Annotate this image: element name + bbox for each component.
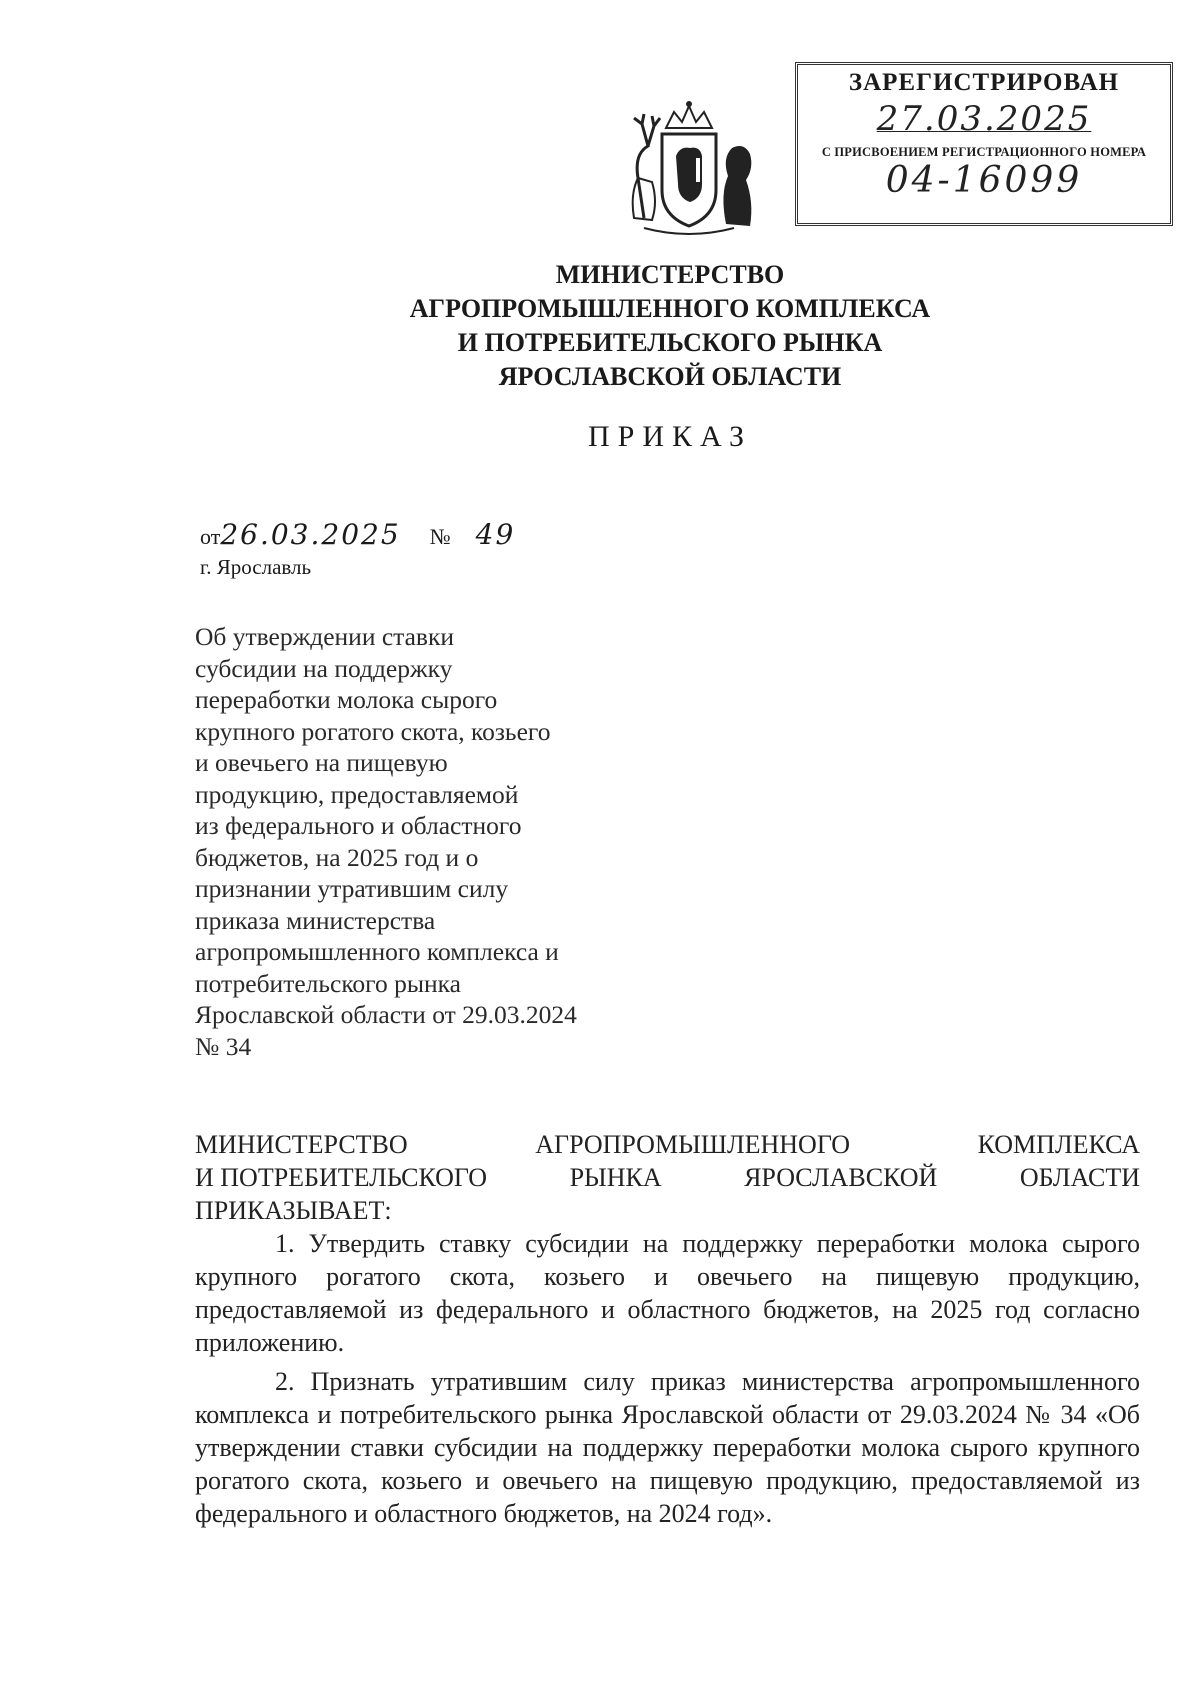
preamble-order-word: ПРИКАЗЫВАЕТ: — [195, 1196, 392, 1225]
preamble-word: РЫНКА — [569, 1163, 662, 1192]
preamble-word: АГРОПРОМЫШЛЕННОГО — [535, 1130, 850, 1159]
preamble-word: ОБЛАСТИ — [1019, 1163, 1140, 1192]
preamble-line — [195, 1128, 1140, 1161]
paragraph-1: 1. Утвердить ставку субсидии на поддержку переработки молока сырого крупного рогатого скота, козьего и овечьего на пищевую продукцию, предоставляемой из федерального и областного бюджетов, на 2025 год согласно приложению. — [195, 1229, 1140, 1357]
order-date-line — [200, 518, 515, 551]
stamp-subtitle: С ПРИСВОЕНИЕМ РЕГИСТРАЦИОННОГО НОМЕРА — [821, 145, 1147, 159]
preamble-word: МИНИСТЕРСТВО — [195, 1130, 408, 1159]
order-number: 49 — [475, 518, 516, 551]
subject-line: Ярославской области от 29.03.2024 — [195, 1000, 577, 1029]
ministry-line: ЯРОСЛАВСКОЙ ОБЛАСТИ — [498, 362, 842, 391]
subject-line: признании утратившим силу — [195, 874, 509, 903]
stamp-title: ЗАРЕГИСТРИРОВАН — [848, 69, 1120, 96]
stamp-number: 04-16099 — [885, 160, 1083, 201]
order-body — [195, 1128, 1140, 1530]
subject-line: из федерального и областного — [195, 811, 522, 840]
subject-line: продукцию, предоставляемой — [195, 779, 519, 809]
preamble-word: КОМПЛЕКСА — [977, 1130, 1140, 1159]
registration-stamp — [795, 62, 1173, 226]
number-prefix: № — [429, 524, 451, 549]
subject-line: и овечьего на пищевую — [195, 748, 448, 777]
subject-line: переработки молока сырого — [195, 685, 498, 714]
subject-line: Об утверждении ставки — [195, 622, 455, 651]
ministry-header — [300, 258, 1040, 394]
ministry-line: МИНИСТЕРСТВО — [555, 260, 785, 289]
subject-line: потребительского рынка — [195, 968, 461, 998]
subject-line: агропромышленного комплекса и — [195, 937, 559, 966]
date-prefix: от — [200, 524, 221, 549]
subject-line: № 34 — [195, 1031, 252, 1061]
subject-line: бюджетов, на 2025 год и о — [195, 842, 479, 872]
subject-line: приказа министерства — [195, 905, 436, 935]
order-city: г. Ярославль — [200, 555, 312, 579]
preamble-word: И ПОТРЕБИТЕЛЬСКОГО — [195, 1163, 488, 1192]
ministry-line: АГРОПРОМЫШЛЕННОГО КОМПЛЕКСА — [409, 294, 931, 323]
ministry-line: И ПОТРЕБИТЕЛЬСКОГО РЫНКА — [457, 328, 883, 357]
coat-of-arms-icon — [604, 98, 774, 238]
order-date: 26.03.2025 — [220, 518, 401, 551]
paragraph-2: 2. Признать утратившим силу приказ министерства агропромышленного комплекса и потребительского рынка Ярославской области от 29.03.2024 № 34 «Об утверждении ставки субсидии на поддержку переработки молока сырого крупного рогатого скота, козьего и овечьего на пищевую продукцию, предоставляемой из федерального и областного бюджетов, на 2024 год». — [195, 1367, 1140, 1528]
preamble-line — [195, 1161, 1140, 1194]
subject-line: крупного рогатого скота, козьего — [195, 716, 551, 746]
preamble-word: ЯРОСЛАВСКОЙ — [744, 1163, 938, 1192]
document-type-title: ПРИКАЗ — [588, 420, 752, 453]
subject-line: субсидии на поддержку — [195, 653, 453, 683]
order-subject — [195, 621, 655, 1062]
stamp-date: 27.03.2025 — [876, 99, 1092, 139]
